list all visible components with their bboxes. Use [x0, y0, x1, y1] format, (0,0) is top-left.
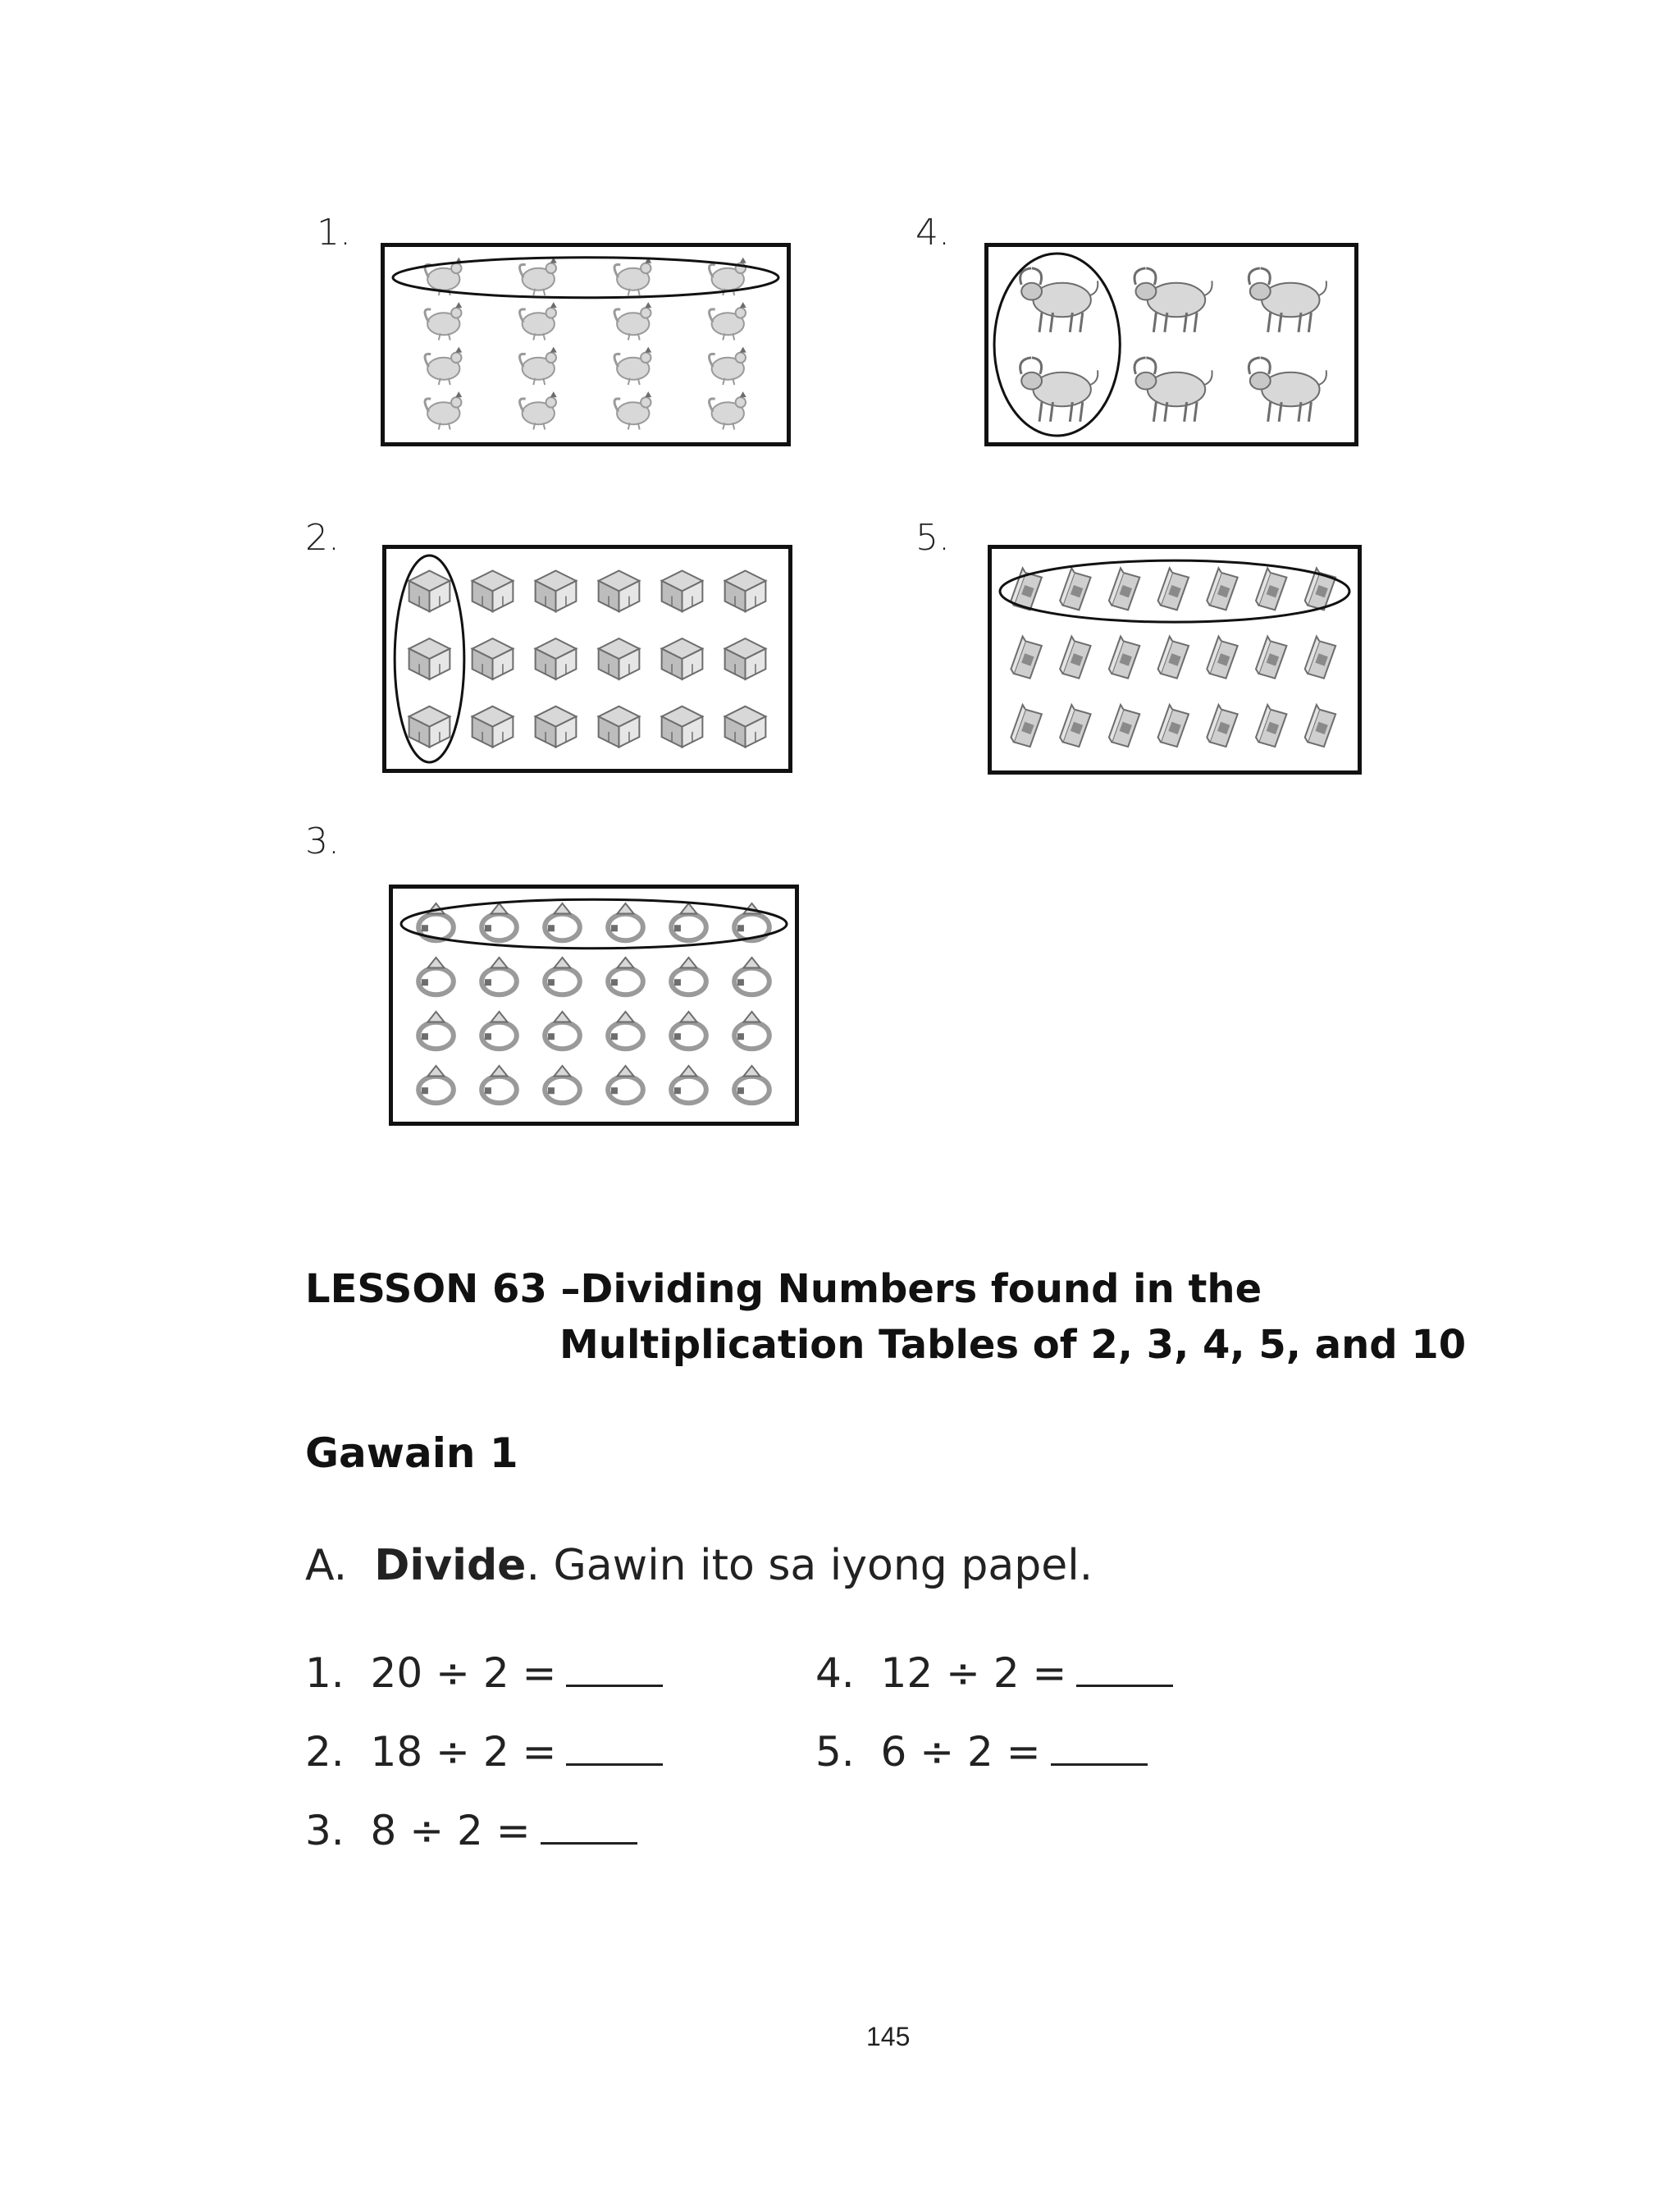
equation-3: [305, 1807, 637, 1854]
ring-item: [608, 1066, 643, 1103]
rooster-item: [710, 347, 746, 385]
equation-number: 5.: [815, 1728, 855, 1776]
rooster-item: [614, 391, 651, 429]
rooster-item: [710, 391, 746, 429]
ring-item: [671, 958, 706, 994]
rings-illustration: [393, 889, 795, 1122]
ring-item: [545, 903, 580, 940]
roosters-illustration: [385, 247, 787, 442]
rubik-cube-item: [409, 706, 450, 748]
book-item: [1060, 705, 1090, 747]
picture-box-cubes: [382, 545, 792, 773]
answer-blank: [1076, 1652, 1173, 1687]
equation-number: 1.: [305, 1649, 345, 1697]
rooster-item: [520, 302, 557, 340]
rubik-cube-item: [472, 570, 514, 611]
book-item: [1109, 637, 1139, 679]
answer-blank: [541, 1809, 637, 1845]
carabao-item: [1020, 268, 1098, 332]
ring-item: [545, 1012, 580, 1049]
rooster-item: [614, 347, 651, 385]
book-item: [1207, 637, 1237, 679]
ring-item: [671, 1066, 706, 1103]
ring-item: [545, 1066, 580, 1103]
lesson-title-line1: LESSON 63 –Dividing Numbers found in the: [305, 1266, 1262, 1312]
group-circle: [401, 899, 787, 948]
ring-item: [418, 1066, 454, 1103]
equation-5: [815, 1728, 1148, 1776]
rooster-item: [425, 347, 462, 385]
equation-number: 3.: [305, 1807, 345, 1854]
answer-blank: [1051, 1731, 1148, 1766]
equation-number: 2.: [305, 1728, 345, 1776]
rubik-cube-item: [536, 706, 577, 748]
picture-number-4: 4.: [915, 212, 950, 254]
equation-text: 12 ÷ 2 =: [880, 1649, 1067, 1697]
carabao-item: [1134, 268, 1212, 332]
picture-number-3: 3.: [305, 821, 340, 862]
ring-item: [671, 903, 706, 940]
books-illustration: [992, 549, 1358, 770]
carabaos-illustration: [988, 247, 1354, 442]
ring-item: [418, 958, 454, 994]
ring-item: [482, 903, 517, 940]
rubik-cube-item: [599, 570, 640, 611]
carabao-item: [1249, 358, 1326, 422]
rooster-item: [614, 258, 651, 295]
rubik-cube-item: [662, 570, 703, 611]
carabao-item: [1249, 268, 1326, 332]
rubik-cube-item: [409, 570, 450, 611]
equation-number: 4.: [815, 1649, 855, 1697]
answer-blank: [566, 1731, 663, 1766]
book-item: [1305, 705, 1335, 747]
picture-box-rings: [389, 885, 799, 1126]
equation-text: 20 ÷ 2 =: [370, 1649, 557, 1697]
rubik-cube-item: [472, 638, 514, 679]
rooster-item: [614, 302, 651, 340]
ring-item: [608, 1012, 643, 1049]
rooster-item: [520, 391, 557, 429]
rooster-item: [425, 391, 462, 429]
lesson-title-line2: Multiplication Tables of 2, 3, 4, 5, and 10: [559, 1322, 1467, 1368]
rubik-cube-item: [599, 706, 640, 748]
rubik-cube-item: [599, 638, 640, 679]
book-item: [1011, 705, 1041, 747]
rubik-cube-item: [536, 638, 577, 679]
equation-text: 18 ÷ 2 =: [370, 1728, 557, 1776]
ring-item: [734, 1012, 769, 1049]
instruction-bold: Divide: [374, 1541, 527, 1590]
book-item: [1158, 705, 1189, 747]
book-item: [1256, 637, 1286, 679]
instruction: [305, 1541, 1093, 1590]
ring-item: [734, 1066, 769, 1103]
rubik-cube-item: [725, 570, 766, 611]
picture-box-carabaos: [984, 243, 1358, 446]
rooster-item: [520, 347, 557, 385]
ring-item: [608, 958, 643, 994]
ring-item: [671, 1012, 706, 1049]
rooster-item: [425, 302, 462, 340]
book-item: [1011, 637, 1041, 679]
book-item: [1158, 568, 1189, 610]
rubik-cube-item: [472, 706, 514, 748]
picture-number-5: 5.: [915, 517, 950, 559]
ring-item: [734, 958, 769, 994]
picture-number-1: 1.: [317, 212, 351, 254]
book-item: [1158, 637, 1189, 679]
equation-text: 6 ÷ 2 =: [880, 1728, 1041, 1776]
answer-blank: [566, 1652, 663, 1687]
ring-item: [545, 958, 580, 994]
rubik-cube-item: [725, 638, 766, 679]
instruction-letter: A.: [305, 1541, 348, 1590]
equation-2: [305, 1728, 663, 1776]
ring-item: [482, 1012, 517, 1049]
rooster-item: [520, 258, 557, 295]
rubik-cube-item: [536, 570, 577, 611]
book-item: [1305, 637, 1335, 679]
group-circle: [994, 254, 1120, 436]
ring-item: [608, 903, 643, 940]
book-item: [1109, 705, 1139, 747]
book-item: [1256, 568, 1286, 610]
activity-title: Gawain 1: [305, 1429, 518, 1477]
page-number: 145: [866, 2022, 911, 2051]
equation-1: [305, 1649, 663, 1697]
book-item: [1060, 637, 1090, 679]
picture-box-roosters: [381, 243, 791, 446]
rubik-cube-item: [725, 706, 766, 748]
instruction-rest: . Gawin ito sa iyong papel.: [526, 1541, 1093, 1590]
rooster-item: [710, 302, 746, 340]
ring-item: [418, 1012, 454, 1049]
book-item: [1060, 568, 1090, 610]
rubik-cube-item: [662, 638, 703, 679]
rubik-cube-item: [662, 706, 703, 748]
book-item: [1207, 705, 1237, 747]
book-item: [1207, 568, 1237, 610]
book-item: [1256, 705, 1286, 747]
ring-item: [482, 1066, 517, 1103]
cubes-illustration: [386, 549, 788, 769]
rubik-cube-item: [409, 638, 450, 679]
picture-number-2: 2.: [305, 517, 340, 559]
equation-4: [815, 1649, 1173, 1697]
picture-box-books: [988, 545, 1362, 775]
book-item: [1109, 568, 1139, 610]
carabao-item: [1020, 358, 1098, 422]
equation-text: 8 ÷ 2 =: [370, 1807, 531, 1854]
carabao-item: [1134, 358, 1212, 422]
ring-item: [482, 958, 517, 994]
